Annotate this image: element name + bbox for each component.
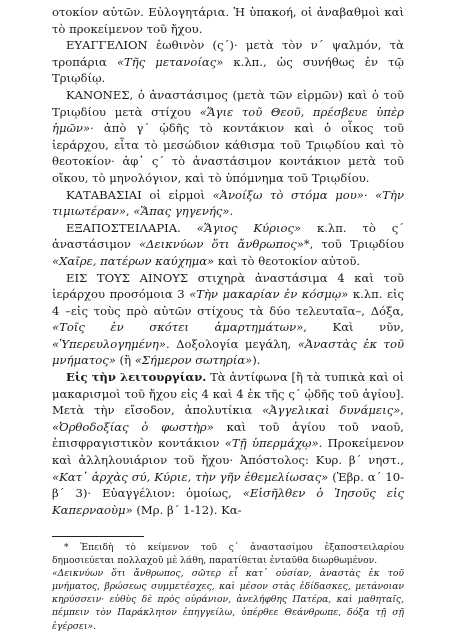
text-run: ΕΞΑΠΟΣΤΕΙΛΑΡΙΑ. <box>66 220 197 235</box>
italic-quote: «Ἅπας γηγενής» <box>133 204 230 219</box>
paragraph-katavasiai <box>52 187 404 220</box>
text-run: . <box>229 204 234 219</box>
text-run: Τὰ ἀντίφωνα [ἢ τὰ τυπικὰ καὶ οἱ μακαρισμοὶ τοῦ ἤχου εἰς 4 καὶ 4 ἐκ τῆς ς΄ ᾠδῆς τοῦ ἁγίου]. Μετὰ τὴν εἴσοδον, ἀπολυτίκια <box>52 370 404 418</box>
main-text <box>52 4 404 518</box>
footnote-quote: «Δεικνύων ὅτι ἄνθρωπος, σῶτερ εἶ κατ᾽ οὐσίαν, ἀναστὰς ἐκ τοῦ μνήματος, βρώσεως συμμετέσχες, καὶ μέσον στὰς ἐδίδασκες, μετάνοιαν κηρύσσειν· εὐθὺς δὲ πρὸς οὐράνιον, ἀνελήφθης Πατέρα, καὶ μαθηταῖς, πέμπειν τὸν Παράκλητον ἐπηγγείλω, ὑπέρθεε Θεάνθρωπε, δόξα τῇ σῇ ἐγέρσει». <box>52 568 404 632</box>
text-run: , Καὶ νῦν, <box>303 320 404 335</box>
italic-quote: «Τῆς μετανοίας» <box>116 54 224 69</box>
italic-quote: «Τοῖς ἐν σκότει ἁμαρτημάτων» <box>52 320 304 335</box>
italic-quote: «Εἰσῆλθεν ὁ Ἰησοῦς εἰς Καπερναοὺμ» <box>52 486 404 517</box>
italic-quote: «Σήμερον σωτηρία» <box>134 353 253 368</box>
text-run: καὶ τὸ θεοτοκίον αὐτοῦ. <box>214 253 361 268</box>
text-run: ΚΑΝΟΝΕΣ, ὁ ἀναστάσιμος (μετὰ τῶν εἱρμῶν) καὶ ὁ τοῦ Τριῳδίου μετὰ στίχου <box>52 87 404 119</box>
italic-quote: «Τὴν μακαρίαν ἐν κόσμῳ» <box>189 287 349 302</box>
footnote-divider <box>52 536 144 537</box>
paragraph-continuation <box>52 4 404 37</box>
text-run: · <box>363 187 376 202</box>
paragraph-exapostilaria <box>52 220 404 270</box>
text-run: ΚΑΤΑΒΑΣΙΑΙ οἱ εἱρμοὶ <box>66 187 213 202</box>
italic-quote: «Ἅγιε τοῦ Θεοῦ, πρέσβευε ὑπὲρ ἡμῶν» <box>52 104 404 136</box>
text-run: (Ἑβρ. α΄ 10-β΄ 3)· Εὐαγγέλιον: ὁμοίως, <box>52 469 404 501</box>
italic-quote: «Τῇ ὑπερμάχῳ» <box>224 436 319 451</box>
text-run: , <box>125 204 134 219</box>
italic-quote: «Χαῖρε, πατέρων καύχημα» <box>52 253 215 268</box>
footnote-text: * Ἐπειδὴ τὸ κείμενον τοῦ ς΄ ἀναστασίμου ἐξαποστειλαρίου δημοσιεύεται πολλαχοῦ μὲ λάθη, παρατίθεται ἐνταῦθα διωρθωμένον. <box>52 542 404 567</box>
text-run: κ.λπ., ὡς συνήθως ἐν τῷ Τριῳδίῳ. <box>52 54 404 86</box>
text-run: οτοκίον αὐτῶν. Εὐλογητάρια. Ἡ ὑπακοή, οἱ ἀναβαθμοὶ καὶ τὸ προκείμενον τοῦ ἤχου. <box>52 5 404 36</box>
italic-quote: «Τὴν τιμιωτέραν» <box>52 187 404 219</box>
italic-quote: «Δεικνύων ὅτι ἄνθρωπος» <box>138 237 304 252</box>
italic-quote: «Ἅγιος Κύριος» <box>196 220 302 235</box>
text-run: . Προκείμενον καὶ ἀλληλουιάριον τοῦ ἤχου· Ἀπόστολος: Κυρ. β΄ νηστ., <box>52 436 404 468</box>
text-run: καὶ τοῦ ἁγίου τοῦ ναοῦ, ἐπισφραγιστικὸν κοντάκιον <box>52 419 404 451</box>
italic-quote: «Ἀναστὰς ἐκ τοῦ μνήματος» <box>52 336 404 368</box>
footnotes <box>52 541 404 633</box>
italic-quote: «Ἀνοίξω τὸ στόμα μου» <box>212 187 364 202</box>
text-run: ΕΥΑΓΓΕΛΙΟΝ ἑωθινὸν (ς΄)· μετὰ τὸν ν΄ ψαλμόν, τὰ τροπάρια <box>52 38 404 69</box>
text-run: *, τοῦ Τριῳδίου <box>303 237 404 252</box>
text-run: · ἀπὸ γ΄ ᾠδῆς τὸ κοντάκιον καὶ ὁ οἶκος τοῦ ἱεράρχου, εἶτα τὸ μεσώδιον κάθισμα τοῦ Τριῳδίου καὶ τὸ θεοτοκίον· ἀφ᾽ ς΄ τὸ ἀναστάσιμον κοντάκιον μετὰ τοῦ οἴκου, τὸ μηνολόγιον, καὶ τὸ ὑπόμνημα τοῦ Τριῳδίου. <box>52 121 404 185</box>
italic-quote: «Ἀγγελικαὶ δυνάμεις» <box>262 403 401 418</box>
italic-quote: «Κατ᾽ ἀρχὰς σύ, Κύριε, τὴν γῆν ἐθεμελίωσας» <box>52 469 329 484</box>
text-run: κ.λπ. εἰς 4 –εἰς τοὺς πρὸ αὐτῶν στίχους τὰ δύο τελευταῖα–, Δόξα, <box>52 287 404 318</box>
text-run: , <box>400 403 404 418</box>
text-run: (Μρ. β΄ 1-12). Κα- <box>132 502 242 517</box>
text-run: . Δοξολογία μεγάλη, <box>165 336 298 351</box>
text-run: κ.λπ. τὸ ς΄ ἀναστάσιμον <box>52 220 405 252</box>
paragraph-kanones <box>52 87 404 187</box>
italic-quote: «Ὑπερευλογημένη» <box>52 336 166 351</box>
italic-quote: «Ὀρθοδοξίας ὁ φωστὴρ» <box>52 419 214 434</box>
text-run: (ἢ <box>115 353 135 368</box>
text-run: ΕΙΣ ΤΟΥΣ ΑΙΝΟΥΣ στιχηρὰ ἀναστάσιμα 4 καὶ τοῦ ἱεράρχου προσόμοια 3 <box>52 270 404 302</box>
paragraph-evangelion <box>52 37 404 87</box>
paragraph-leitourgia <box>52 369 404 518</box>
paragraph-ainous <box>52 270 404 370</box>
bold-heading: Εἰς τὴν λειτουργίαν. <box>66 370 207 385</box>
text-run: ). <box>252 353 261 368</box>
